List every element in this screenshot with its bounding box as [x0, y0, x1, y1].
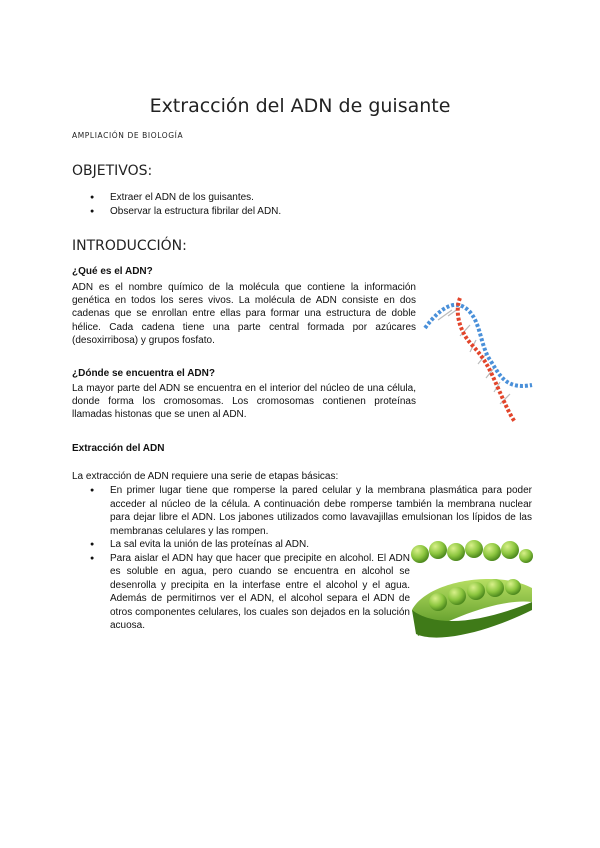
list-item: ● Observar la estructura fibrilar del ADN.: [72, 205, 281, 219]
dna-red-strand: [458, 298, 515, 422]
extraction-heading: Extracción del ADN: [72, 443, 165, 454]
step-text: La sal evita la unión de las proteínas al ADN.: [110, 539, 310, 550]
objectives-list: [72, 191, 281, 218]
course-subtitle: AMPLIACIÓN DE BIOLOGÍA: [72, 131, 184, 140]
paragraph-where-is-dna: La mayor parte del ADN se encuentra en el interior del núcleo de una célula, donde forma los cromosomas. Los cromosomas contienen proteínas llamadas histonas que se unen al ADN.: [72, 383, 416, 421]
list-item: [72, 538, 410, 552]
question-where-is-dna: ¿Dónde se encuentra el ADN?: [72, 368, 215, 379]
list-item: ● Extraer el ADN de los guisantes.: [72, 191, 281, 205]
step-text: Para aislar el ADN hay que hacer que precipite en alcohol. El ADN es soluble en agua, pero cuando se encuentra en alcohol se desenrolla y precipita en la interfase entre el alcohol y el agua. Además de permitirnos ver el ADN, el alcohol separa el ADN de otros componentes celulares, los cuales son dejados en la solución acuosa.: [110, 552, 410, 631]
page-title: Extracción del ADN de guisante: [149, 95, 451, 117]
dna-blue-strand: [425, 305, 532, 386]
introduction-heading: INTRODUCCIÓN:: [72, 238, 187, 254]
question-what-is-dna: ¿Qué es el ADN?: [72, 266, 153, 277]
dna-helix-image: [420, 290, 540, 430]
list-item: [72, 552, 410, 633]
step-text: En primer lugar tiene que romperse la pared celular y la membrana plasmática para poder acceder al núcleo de la célula. A continuación debe romperse también la membrana nuclear para dejar libre el ADN. Los jabones utilizados como lavavajillas emulsionan los lípidos de las membranas celulares y las rompen.: [110, 485, 532, 537]
list-item: [72, 484, 532, 538]
paragraph-what-is-dna: ADN es el nombre químico de la molécula que contiene la información genética en todos los seres vivos. La molécula de ADN consiste en dos cadenas que se enrollan entre ellas para formar una estructura de doble hélice. Cada cadena tiene una parte central formada por azúcares (desoxirribosa) y grupos fosfato.: [72, 282, 416, 346]
objectives-heading: OBJETIVOS:: [72, 163, 153, 179]
extraction-intro: La extracción de ADN requiere una serie de etapas básicas:: [72, 471, 339, 482]
pea-pod-image: [408, 540, 533, 645]
